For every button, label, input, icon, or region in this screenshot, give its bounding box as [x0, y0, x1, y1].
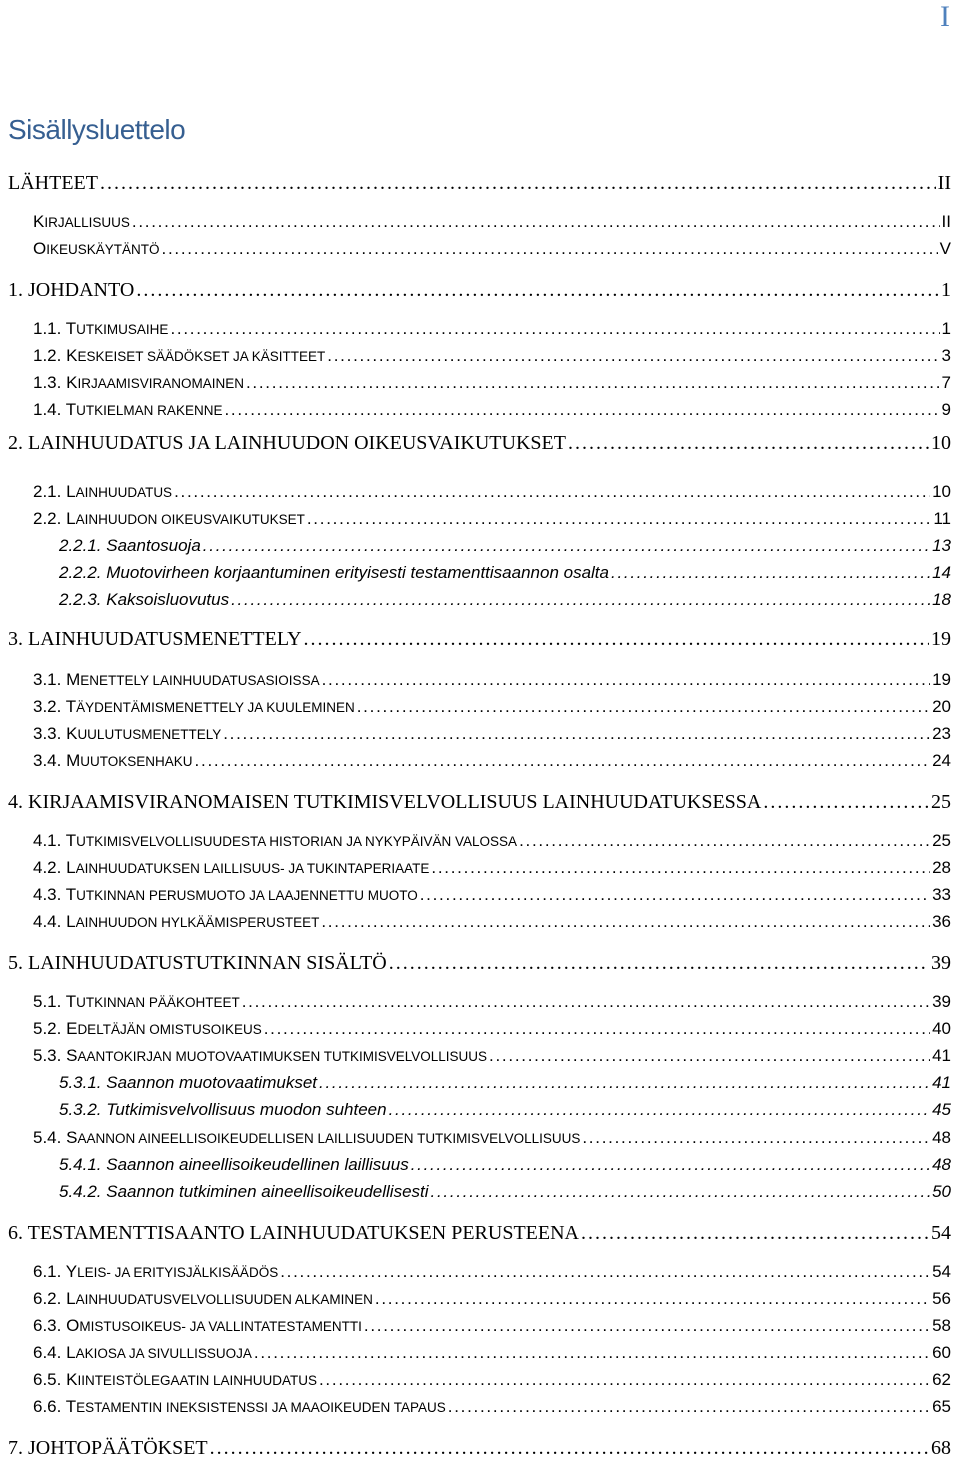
toc-entry-title: S [66, 1128, 78, 1147]
toc-entry-label [33, 885, 418, 905]
toc-entry-page: 7 [941, 373, 951, 392]
toc-leader-dots [489, 1046, 930, 1066]
toc-entry-title-rest: DELTÄJÄN OMISTUSOIKEUS [77, 1022, 262, 1037]
toc-entry-label [8, 628, 302, 651]
toc-entry-title-rest: ESTAMENTIN INEKSISTENSSI JA MAAOIKEUDEN TAPAUS [76, 1400, 446, 1415]
toc-entry-title: K [66, 1370, 78, 1389]
toc-entry-number: 1.2. [33, 346, 67, 365]
toc-entry[interactable] [0, 1046, 951, 1066]
toc-entry-label [33, 831, 517, 851]
toc-entry-label [33, 1289, 373, 1309]
toc-entry[interactable] [0, 1343, 951, 1363]
toc-entry-title-rest: UTKINNAN PERUSMUOTO JA LAAJENNETTU MUOTO [76, 888, 418, 903]
toc-entry-number: 4.4. [33, 912, 67, 931]
toc-entry[interactable] [0, 212, 951, 232]
toc-entry-title-rest: UTKIELMAN RAKENNE [76, 403, 223, 418]
toc-entry-label [33, 1316, 362, 1336]
toc-entry[interactable] [0, 1182, 951, 1202]
toc-entry-number: 2. [8, 432, 28, 454]
toc-entry[interactable] [0, 1397, 951, 1417]
toc-entry[interactable] [0, 831, 951, 851]
toc-entry[interactable] [0, 885, 951, 905]
toc-entry-label [8, 952, 387, 975]
toc-entry[interactable] [0, 952, 951, 975]
toc-entry-number: 2.1. [33, 482, 67, 501]
toc-entry-label [59, 1182, 429, 1202]
toc-leader-dots [357, 697, 930, 717]
toc-entry-page: 3 [941, 346, 951, 365]
toc-entry-title-rest: ENETTELY LAINHUUDATUSASIOISSA [80, 673, 320, 688]
toc-entry[interactable] [0, 992, 951, 1012]
toc-entry-title: K [66, 724, 78, 743]
toc-entry-label [59, 1100, 387, 1120]
toc-entry-label [33, 482, 172, 502]
toc-entry-number: 4.1. [33, 831, 66, 850]
toc-leader-dots [304, 628, 929, 651]
toc-entry-title: Saannon muotovaatimukset [106, 1073, 318, 1092]
toc-entry-title-rest: ÄYDENTÄMISMENETTELY JA KUULEMINEN [76, 700, 355, 715]
toc-entry-title: Saannon aineellisoikeudellinen laillisuus [106, 1155, 409, 1174]
toc-entry-page: 41 [932, 1046, 951, 1065]
toc-entry-page: 39 [932, 992, 951, 1011]
toc-entry-number: 6.2. [33, 1289, 67, 1308]
toc-entry-page: 65 [932, 1397, 951, 1416]
toc-entry-number: 6.6. [33, 1397, 66, 1416]
toc-entry[interactable] [0, 1370, 951, 1390]
toc-entry-label [8, 172, 98, 195]
toc-entry-label [8, 1222, 579, 1245]
toc-leader-dots [246, 373, 940, 393]
toc-entry-label [33, 1343, 252, 1363]
toc-entry-label [8, 1437, 208, 1460]
toc-entry-label [59, 1155, 409, 1175]
toc-entry[interactable] [0, 628, 951, 651]
toc-entry-label [8, 432, 566, 455]
toc-entry[interactable] [0, 1155, 951, 1175]
toc-entry-page: 40 [932, 1019, 951, 1038]
toc-leader-dots [322, 670, 931, 690]
toc-entry-title: S [66, 1046, 78, 1065]
toc-entry-page: 54 [932, 1262, 951, 1281]
toc-leader-dots [242, 992, 930, 1012]
toc-entry-title-rest: UTKIMISVELVOLLISUUDESTA HISTORIAN JA NYKYPÄIVÄN VALOSSA [76, 834, 518, 849]
toc-entry-label [33, 697, 355, 717]
toc-entry-number: 2.2.3. [59, 590, 107, 609]
toc-entry-title: E [66, 1019, 78, 1038]
toc-leader-dots [611, 563, 930, 583]
toc-entry-page: 60 [932, 1343, 951, 1362]
toc-entry-label [33, 992, 240, 1012]
toc-entry[interactable] [0, 279, 951, 302]
toc-leader-dots [162, 239, 938, 259]
toc-entry-page: 25 [932, 831, 951, 850]
toc-entry-title: LÄHTEET [8, 172, 98, 194]
toc-entry-page: II [941, 212, 951, 231]
toc-entry-page: 68 [931, 1437, 951, 1459]
toc-leader-dots [264, 1019, 930, 1039]
toc-entry-page: 48 [932, 1128, 951, 1147]
toc-leader-dots [319, 1370, 930, 1390]
toc-entry-title: JOHTOPÄÄTÖKSET [28, 1437, 208, 1459]
toc-leader-dots [280, 1262, 930, 1282]
toc-entry-title: Saannon tutkiminen aineellisoikeudellisesti [106, 1182, 429, 1201]
toc-entry-label [33, 912, 319, 932]
toc-leader-dots [100, 172, 936, 195]
toc-entry[interactable] [0, 670, 951, 690]
toc-entry[interactable] [0, 482, 951, 502]
toc-entry-page: 28 [932, 858, 951, 877]
toc-entry-title: L [66, 509, 76, 528]
toc-entry-page: 18 [932, 590, 951, 609]
toc-entry-label [8, 791, 761, 814]
toc-entry[interactable] [0, 1128, 951, 1148]
toc-entry[interactable] [0, 1316, 951, 1336]
toc-entry-number: 5.2. [33, 1019, 67, 1038]
toc-entry-label [33, 1019, 262, 1039]
toc-entry-page: 50 [932, 1182, 951, 1201]
toc-entry-title: Saantosuoja [106, 536, 201, 555]
toc-leader-dots [375, 1289, 930, 1309]
toc-entry-title: T [65, 885, 77, 904]
toc-entry-title-rest: AANNON AINEELLISOIKEUDELLISEN LAILLISUUDEN TUTKIMISVELVOLLISUUS [77, 1131, 581, 1146]
toc-entry-label [33, 751, 193, 771]
toc-entry-title: T [65, 992, 77, 1011]
toc-entry-number: 3.4. [33, 751, 67, 770]
toc-leader-dots [223, 724, 930, 744]
toc-entry[interactable] [0, 590, 951, 610]
toc-entry-title: L [66, 912, 76, 931]
toc-entry-page: 25 [931, 791, 951, 813]
toc-entry-label [33, 373, 244, 393]
toc-entry-page: 14 [932, 563, 951, 582]
toc-entry-title-rest: AINHUUDATUKSEN LAILLISUUS- JA TUKINTAPERIAATE [75, 861, 430, 876]
toc-entry-number: 6. [8, 1222, 28, 1244]
toc-leader-dots [389, 1100, 930, 1120]
toc-entry-title-rest: IKEUSKÄYTÄNTÖ [46, 242, 160, 257]
toc-entry[interactable] [0, 724, 951, 744]
toc-entry-page: 54 [931, 1222, 951, 1244]
toc-entry-page: V [939, 239, 951, 258]
toc-entry-title-rest: AINHUUDON OIKEUSVAIKUTUKSET [75, 512, 305, 527]
toc-entry-page: 19 [932, 670, 951, 689]
toc-leader-dots [568, 432, 929, 455]
toc-entry[interactable] [0, 346, 951, 366]
toc-entry-number: 2.2.2. [59, 563, 107, 582]
toc-leader-dots [307, 509, 931, 529]
toc-entry-number: 5.4.1. [59, 1155, 107, 1174]
toc-entry-label [59, 1073, 317, 1093]
toc-entry-title: Muotovirheen korjaantuminen erityisesti testamenttisaannon osalta [106, 563, 609, 582]
toc-entry-number: 6.4. [33, 1343, 67, 1362]
toc-entry-label [33, 212, 130, 232]
toc-entry-number: 2.2.1. [59, 536, 107, 555]
toc-entry-title: T [65, 697, 77, 716]
toc-entry[interactable] [0, 751, 951, 771]
toc-entry-title: L [66, 482, 76, 501]
toc-entry-page: 24 [932, 751, 951, 770]
toc-entry[interactable] [0, 1262, 951, 1282]
toc-entry-page: 58 [932, 1316, 951, 1335]
toc-entry-page: 11 [933, 509, 951, 528]
toc-entry[interactable] [0, 400, 951, 420]
toc-entry-label [59, 536, 201, 556]
toc-entry[interactable] [0, 536, 951, 556]
toc-entry-page: 9 [941, 400, 951, 419]
toc-entry-title: K [66, 373, 78, 392]
toc-entry-label [33, 858, 429, 878]
toc-entry-title: L [66, 1289, 76, 1308]
toc-entry-number: 6.1. [33, 1262, 66, 1281]
toc-entry-title: K [66, 346, 78, 365]
toc-entry-title-rest: UULUTUSMENETTELY [77, 727, 222, 742]
toc-entry-title: L [66, 1343, 76, 1362]
toc-entry-title: JOHDANTO [28, 279, 135, 301]
toc-entry-page: 19 [931, 628, 951, 650]
toc-entry-page: 62 [932, 1370, 951, 1389]
toc-entry-title-rest: AINHUUDON HYLKÄÄMISPERUSTEET [75, 915, 320, 930]
toc-leader-dots [431, 858, 930, 878]
toc-leader-dots [224, 400, 939, 420]
toc-entry[interactable] [0, 912, 951, 932]
toc-entry-number: 4. [8, 791, 28, 813]
toc-entry-number: 5.4.2. [59, 1182, 107, 1201]
toc-entry[interactable] [0, 432, 951, 455]
toc-leader-dots [582, 1128, 930, 1148]
toc-leader-dots [519, 831, 930, 851]
toc-entry-label [33, 1397, 446, 1417]
toc-leader-dots [136, 279, 939, 302]
toc-entry-title: T [65, 319, 77, 338]
toc-leader-dots [319, 1073, 930, 1093]
toc-entry-title: O [66, 1316, 80, 1335]
toc-entry-title: L [66, 858, 76, 877]
toc-entry[interactable] [0, 373, 951, 393]
toc-entry-title-rest: MISTUSOIKEUS- JA VALLINTATESTAMENTTI [79, 1319, 362, 1334]
toc-entry-title-rest: AANTOKIRJAN MUOTOVAATIMUKSEN TUTKIMISVELVOLLISUUS [77, 1049, 488, 1064]
toc-entry-number: 4.2. [33, 858, 67, 877]
toc-entry-number: 5. [8, 952, 28, 974]
toc-leader-dots [210, 1437, 929, 1460]
toc-entry[interactable] [0, 1073, 951, 1093]
toc-entry-label [33, 724, 221, 744]
toc-entry-title: Kaksoisluovutus [106, 590, 230, 609]
toc-entry-page: 33 [932, 885, 951, 904]
toc-entry-label [33, 400, 222, 420]
toc-entry-title: KIRJAAMISVIRANOMAISEN TUTKIMISVELVOLLISUUS LAINHUUDATUKSESSA [28, 791, 762, 813]
toc-entry-page: 48 [932, 1155, 951, 1174]
toc-entry-page: 10 [931, 432, 951, 454]
toc-leader-dots [327, 346, 939, 366]
toc-entry-number: 5.3. [33, 1046, 67, 1065]
toc-entry-page: 41 [932, 1073, 951, 1092]
toc-entry[interactable] [0, 1437, 951, 1460]
toc-entry-number: 2.2. [33, 509, 67, 528]
toc-entry[interactable] [0, 1289, 951, 1309]
toc-entry-label [33, 319, 168, 339]
toc-entry-number: 6.3. [33, 1316, 67, 1335]
page-number: I [940, 0, 950, 33]
toc-leader-dots [203, 536, 930, 556]
toc-entry-number: 5.3.2. [59, 1100, 107, 1119]
toc-entry-title: Y [65, 1262, 78, 1281]
toc-entry[interactable] [0, 1100, 951, 1120]
toc-entry-label [33, 346, 325, 366]
toc-entry-number: 3. [8, 628, 28, 650]
toc-entry-title-rest: UTKINNAN PÄÄKOHTEET [76, 995, 240, 1010]
toc-entry[interactable] [0, 791, 951, 814]
toc-entry-title: M [66, 670, 81, 689]
toc-entry-page: 20 [932, 697, 951, 716]
toc-entry-number: 5.3.1. [59, 1073, 107, 1092]
toc-entry-label [33, 670, 320, 690]
toc-entry-label [33, 1046, 487, 1066]
toc-entry-title-rest: ESKEISET SÄÄDÖKSET JA KÄSITTEET [77, 349, 326, 364]
toc-entry-label [33, 1370, 317, 1390]
toc-entry-label [59, 590, 229, 610]
toc-entry[interactable] [0, 1222, 951, 1245]
toc-entry-title: LAINHUUDATUSMENETTELY [28, 628, 302, 650]
toc-entry-number: 6.5. [33, 1370, 67, 1389]
toc-entry-number: 1.3. [33, 373, 67, 392]
toc-leader-dots [448, 1397, 930, 1417]
toc-leader-dots [389, 952, 929, 975]
toc-entry[interactable] [0, 319, 951, 339]
toc-leader-dots [132, 212, 940, 232]
toc-entry-page: 1 [941, 319, 951, 338]
toc-entry-page: 56 [932, 1289, 951, 1308]
toc-entry-page: 36 [932, 912, 951, 931]
toc-entry-label [8, 279, 134, 302]
toc-entry[interactable] [0, 172, 951, 195]
toc-leader-dots [364, 1316, 930, 1336]
toc-entry-title: LAINHUUDATUSTUTKINNAN SISÄLTÖ [28, 952, 387, 974]
toc-entry-page: 39 [931, 952, 951, 974]
toc-entry-title-rest: LEIS- JA ERITYISJÄLKISÄÄDÖS [77, 1265, 279, 1280]
toc-entry-title-rest: IRJAAMISVIRANOMAINEN [77, 376, 244, 391]
toc-entry-number: 1.4. [33, 400, 66, 419]
toc-leader-dots [174, 482, 930, 502]
toc-entry-title-rest: AINHUUDATUSVELVOLLISUUDEN ALKAMINEN [75, 1292, 373, 1307]
toc-entry-number: 7. [8, 1437, 28, 1459]
toc-leader-dots [763, 791, 929, 814]
toc-entry-number: 5.1. [33, 992, 66, 1011]
toc-entry-title: T [65, 1397, 77, 1416]
toc-leader-dots [420, 885, 930, 905]
toc-entry-title: K [33, 212, 45, 231]
toc-entry-page: 45 [932, 1100, 951, 1119]
toc-entry-page: II [937, 172, 951, 194]
toc-entry-number: 3.1. [33, 670, 67, 689]
toc-entry-title: M [66, 751, 81, 770]
toc-entry-title-rest: UUTOKSENHAKU [80, 754, 193, 769]
toc-entry-title: Tutkimisvelvollisuus muodon suhteen [106, 1100, 387, 1119]
toc-entry[interactable] [0, 1019, 951, 1039]
toc-leader-dots [231, 590, 930, 610]
toc-title: Sisällysluettelo [8, 114, 186, 145]
toc-entry[interactable] [0, 697, 951, 717]
toc-entry-label [33, 509, 305, 529]
toc-entry-page: 10 [932, 482, 951, 501]
toc-entry-page: 13 [932, 536, 951, 555]
toc-entry-title-rest: AKIOSA JA SIVULLISSUOJA [75, 1346, 252, 1361]
toc-entry-title: T [65, 400, 77, 419]
toc-leader-dots [321, 912, 930, 932]
toc-entry-number: 1.1. [33, 319, 66, 338]
toc-leader-dots [581, 1222, 929, 1245]
toc-leader-dots [411, 1155, 930, 1175]
toc-entry-title: TESTAMENTTISAANTO LAINHUUDATUKSEN PERUSTEENA [27, 1222, 579, 1244]
toc-entry-page: 23 [932, 724, 951, 743]
toc-leader-dots [195, 751, 931, 771]
toc-entry[interactable] [0, 858, 951, 878]
toc-entry-number: 3.3. [33, 724, 67, 743]
toc-entry-number: 1. [8, 279, 28, 301]
toc-entry[interactable] [0, 239, 951, 259]
toc-entry-title-rest: UTKIMUSAIHE [76, 322, 169, 337]
toc-entry-title: LAINHUUDATUS JA LAINHUUDON OIKEUSVAIKUTUKSET [28, 432, 566, 454]
toc-entry[interactable] [0, 563, 951, 583]
toc-entry-page: 1 [941, 279, 951, 301]
toc-entry-label [33, 239, 160, 259]
toc-entry[interactable] [0, 509, 951, 529]
toc-entry-number: 4.3. [33, 885, 66, 904]
toc-entry-title: O [33, 239, 47, 258]
toc-entry-number: 3.2. [33, 697, 66, 716]
toc-entry-title: T [65, 831, 77, 850]
toc-leader-dots [431, 1182, 931, 1202]
toc-entry-label [33, 1128, 580, 1148]
toc-entry-title-rest: IINTEISTÖLEGAATIN LAINHUUDATUS [77, 1373, 317, 1388]
toc-entry-number: 5.4. [33, 1128, 67, 1147]
toc-entry-label [59, 563, 609, 583]
toc-leader-dots [254, 1343, 930, 1363]
toc-entry-label [33, 1262, 278, 1282]
toc-entry-title-rest: IRJALLISUUS [44, 215, 130, 230]
toc-entry-title-rest: AINHUUDATUS [75, 485, 173, 500]
toc-leader-dots [170, 319, 939, 339]
